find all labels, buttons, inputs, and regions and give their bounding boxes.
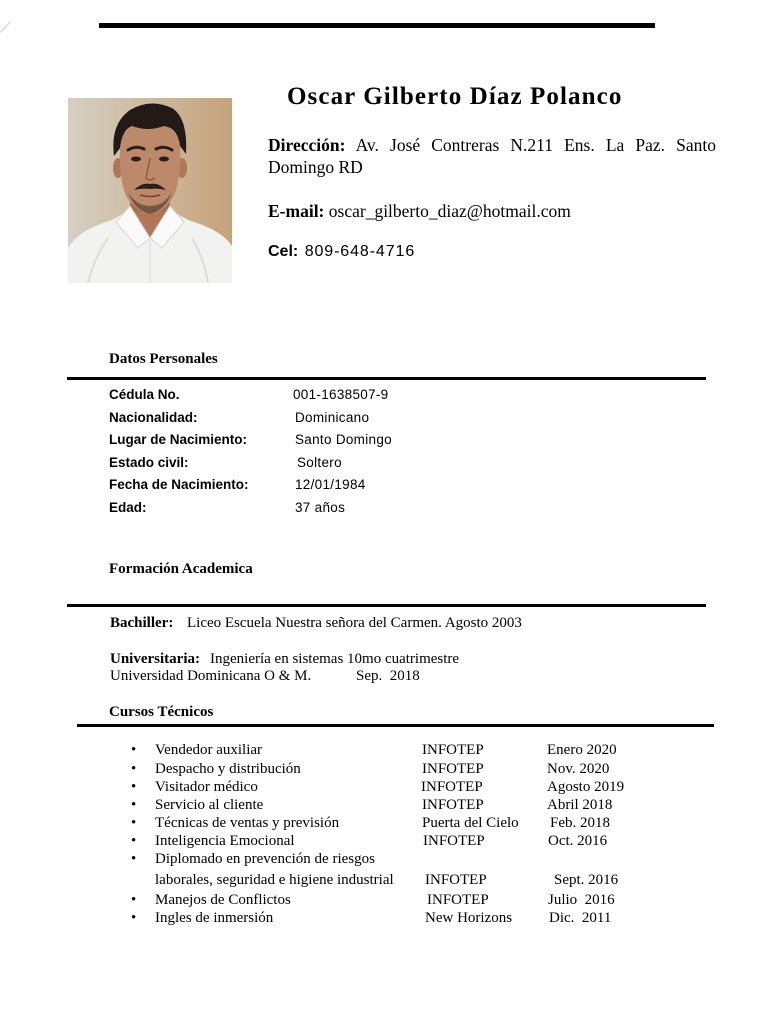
- bullet: •: [131, 892, 137, 908]
- top-rule: [99, 23, 655, 28]
- course-institution: INFOTEP: [422, 742, 484, 758]
- bullet: •: [131, 779, 137, 795]
- course-item: [0, 741, 768, 759]
- course-date: Dic. 2011: [549, 910, 612, 926]
- face: [120, 120, 181, 214]
- education-university: [0, 650, 768, 668]
- bullet: •: [131, 761, 137, 777]
- personal-row: [0, 409, 768, 427]
- course-institution: INFOTEP: [423, 833, 485, 849]
- address-value: Av. José Contreras N.211 Ens. La Paz. Santo Domingo RD: [268, 135, 716, 177]
- education-university-detail: [0, 667, 768, 685]
- course-date: Feb. 2018: [550, 815, 610, 831]
- course-item: [0, 760, 768, 778]
- phone-label: Cel:: [268, 243, 299, 260]
- university-date: Sep. 2018: [356, 668, 420, 684]
- course-institution: INFOTEP: [425, 872, 487, 888]
- course-institution: New Horizons: [425, 910, 513, 926]
- course-name: Despacho y distribución: [155, 761, 301, 777]
- bullet: •: [131, 742, 137, 758]
- profile-photo: [68, 98, 232, 283]
- course-item-continuation: [0, 871, 768, 889]
- university-name: Universidad Dominicana O & M.: [110, 668, 312, 684]
- personal-row: [0, 476, 768, 494]
- course-name: Manejos de Conflictos: [155, 892, 291, 908]
- course-institution: INFOTEP: [422, 761, 484, 777]
- course-item: [0, 778, 768, 796]
- course-institution: Puerta del Cielo: [422, 815, 519, 831]
- section-heading-courses: Cursos Técnicos: [109, 704, 214, 720]
- profile-photo-image: [68, 98, 232, 283]
- university-program: Ingeniería en sistemas 10mo cuatrimestre: [210, 651, 460, 667]
- personal-row: [0, 499, 768, 517]
- field-value: 001-1638507-9: [293, 387, 389, 402]
- course-name: Visitador médico: [155, 779, 258, 795]
- course-name: Vendedor auxiliar: [155, 742, 263, 758]
- highschool-value: Liceo Escuela Nuestra señora del Carmen. Agosto 2003: [187, 615, 522, 631]
- course-name: Diplomado en prevención de riesgos: [155, 851, 375, 867]
- course-date: Enero 2020: [547, 742, 617, 758]
- address-label: Dirección:: [268, 135, 346, 155]
- course-item: [0, 832, 768, 850]
- personal-row: [0, 431, 768, 449]
- bullet: •: [131, 851, 137, 867]
- field-value: Soltero: [297, 455, 342, 470]
- field-value: 37 años: [295, 500, 346, 515]
- course-name: Inteligencia Emocional: [155, 833, 295, 849]
- section-rule: [67, 604, 706, 607]
- course-item: [0, 891, 768, 909]
- address-line: [268, 134, 716, 178]
- course-name: Servicio al cliente: [155, 797, 264, 813]
- field-label: Estado civil:: [109, 455, 189, 470]
- field-label: Fecha de Nacimiento:: [109, 477, 249, 492]
- bullet: •: [131, 833, 137, 849]
- course-item: [0, 796, 768, 814]
- field-label: Nacionalidad:: [109, 410, 198, 425]
- course-item: [0, 909, 768, 927]
- course-institution: INFOTEP: [427, 892, 489, 908]
- scan-mark: [0, 21, 11, 33]
- bullet: •: [131, 910, 137, 926]
- personal-row: [0, 454, 768, 472]
- section-heading-education: Formación Academica: [109, 561, 253, 577]
- course-date: Oct. 2016: [548, 833, 608, 849]
- field-value: 12/01/1984: [295, 477, 366, 492]
- section-rule: [67, 377, 706, 380]
- course-institution: INFOTEP: [422, 797, 484, 813]
- field-label: Lugar de Nacimiento:: [109, 432, 248, 447]
- course-institution: INFOTEP: [421, 779, 483, 795]
- bullet: •: [131, 797, 137, 813]
- course-date: Agosto 2019: [547, 779, 625, 795]
- course-name-line2: laborales, seguridad e higiene industrial: [155, 872, 394, 888]
- email-value: oscar_gilberto_diaz@hotmail.com: [328, 201, 571, 221]
- personal-row: [0, 386, 768, 404]
- phone-value: 809-648-4716: [304, 243, 416, 260]
- phone-line: [268, 241, 415, 263]
- email-line: [268, 200, 571, 222]
- course-name: Ingles de inmersión: [155, 910, 274, 926]
- education-highschool: [0, 614, 768, 632]
- section-rule: [77, 724, 714, 727]
- email-label: E-mail:: [268, 201, 325, 221]
- bullet: •: [131, 815, 137, 831]
- course-item: [0, 814, 768, 832]
- course-name: Técnicas de ventas y previsión: [155, 815, 340, 831]
- course-date: Nov. 2020: [547, 761, 610, 777]
- course-date: Abril 2018: [547, 797, 613, 813]
- university-label: Universitaria:: [110, 651, 200, 667]
- field-label: Cédula No.: [109, 387, 180, 402]
- course-item: [0, 850, 768, 868]
- field-value: Santo Domingo: [295, 432, 392, 447]
- field-value: Dominicano: [295, 410, 370, 425]
- course-date: Sept. 2016: [554, 872, 619, 888]
- section-heading-personal: Datos Personales: [109, 351, 218, 367]
- highschool-label: Bachiller:: [110, 615, 174, 631]
- full-name: Oscar Gilberto Díaz Polanco: [287, 83, 623, 110]
- course-date: Julio 2016: [548, 892, 615, 908]
- field-label: Edad:: [109, 500, 147, 515]
